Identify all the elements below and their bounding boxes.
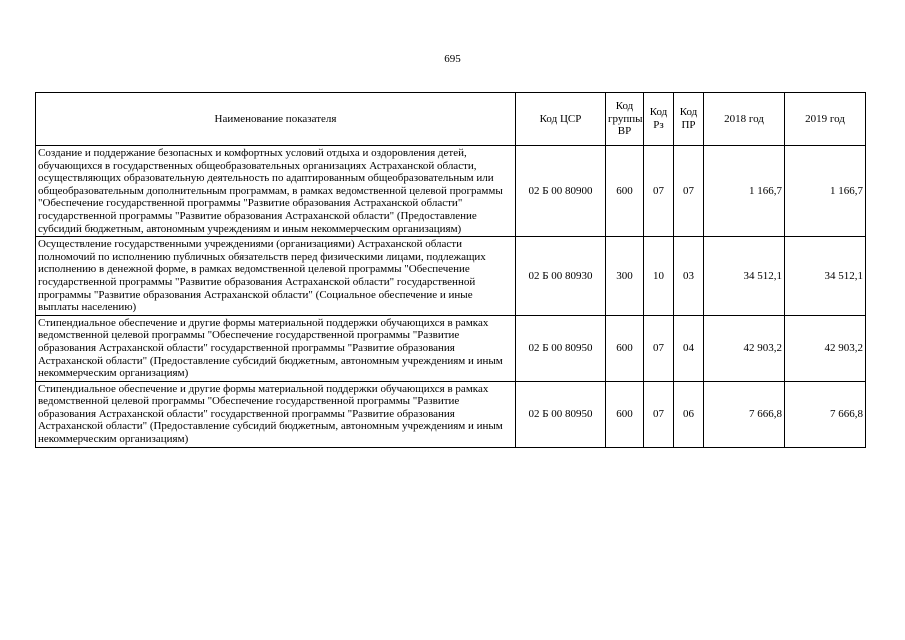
table-row [36,315,866,381]
row-2018: 7 666,8 [704,381,785,447]
row-rz: 07 [644,146,674,237]
row-2019: 7 666,8 [785,381,866,447]
header-csr: Код ЦСР [516,93,606,146]
table-row [36,146,866,237]
header-pr: Код ПР [674,93,704,146]
row-2018: 42 903,2 [704,315,785,381]
row-vr: 600 [606,381,644,447]
row-pr: 06 [674,381,704,447]
row-name: Создание и поддержание безопасных и комфортных условий отдыха и оздоровления детей, обучающихся в государственных общеобразовательных организациях Астраханской области, осуществляющих образовательную деятельность по адаптированным общеобразовательным или общеобразовательным дополнительным программам, в рамках ведомственной целевой программы "Обеспечение государственной программы "Развитие образования Астраханской области" государственной программы "Развитие образования Астраханской области" (Предоставление субсидий бюджетным, автономным учреждениям и иным некоммерческим организациям) [36,146,516,237]
row-2018: 34 512,1 [704,237,785,316]
page-number: 695 [444,53,461,65]
row-name: Стипендиальное обеспечение и другие формы материальной поддержки обучающихся в рамках ведомственной целевой программы "Обеспечение государственной программы "Развитие образования Астраханской области" государственной программы "Развитие образования Астраханской области" (Предоставление субсидий бюджетным, автономным учреждениям и иным некоммерческим организациям) [36,381,516,447]
row-2019: 1 166,7 [785,146,866,237]
header-2018: 2018 год [704,93,785,146]
row-csr: 02 Б 00 80950 [516,381,606,447]
header-vr: Код группы ВР [606,93,644,146]
table-row [36,237,866,316]
header-2019: 2019 год [785,93,866,146]
row-2019: 42 903,2 [785,315,866,381]
row-vr: 600 [606,146,644,237]
row-pr: 03 [674,237,704,316]
header-name: Наименование показателя [36,93,516,146]
row-name: Осуществление государственными учреждениями (организациями) Астраханской области полномочий по исполнению публичных обязательств перед физическими лицами, подлежащих исполнению в денежной форме, в рамках ведомственной целевой программы "Обеспечение государственной программы "Развитие образования Астраханской области" государственной программы "Развитие образования Астраханской области" (Социальное обеспечение и иные выплаты населению) [36,237,516,316]
row-2018: 1 166,7 [704,146,785,237]
row-2019: 34 512,1 [785,237,866,316]
row-vr: 600 [606,315,644,381]
row-csr: 02 Б 00 80900 [516,146,606,237]
header-rz: Код Рз [644,93,674,146]
row-vr: 300 [606,237,644,316]
table-row [36,381,866,447]
row-csr: 02 Б 00 80930 [516,237,606,316]
row-rz: 10 [644,237,674,316]
row-pr: 04 [674,315,704,381]
row-rz: 07 [644,381,674,447]
table-header-row [36,93,866,146]
row-csr: 02 Б 00 80950 [516,315,606,381]
row-rz: 07 [644,315,674,381]
row-name: Стипендиальное обеспечение и другие формы материальной поддержки обучающихся в рамках ведомственной целевой программы "Обеспечение государственной программы "Развитие образования Астраханской области" государственной программы "Развитие образования Астраханской области" (Предоставление субсидий бюджетным, автономным учреждениям и иным некоммерческим организациям) [36,315,516,381]
row-pr: 07 [674,146,704,237]
budget-table [35,92,866,448]
